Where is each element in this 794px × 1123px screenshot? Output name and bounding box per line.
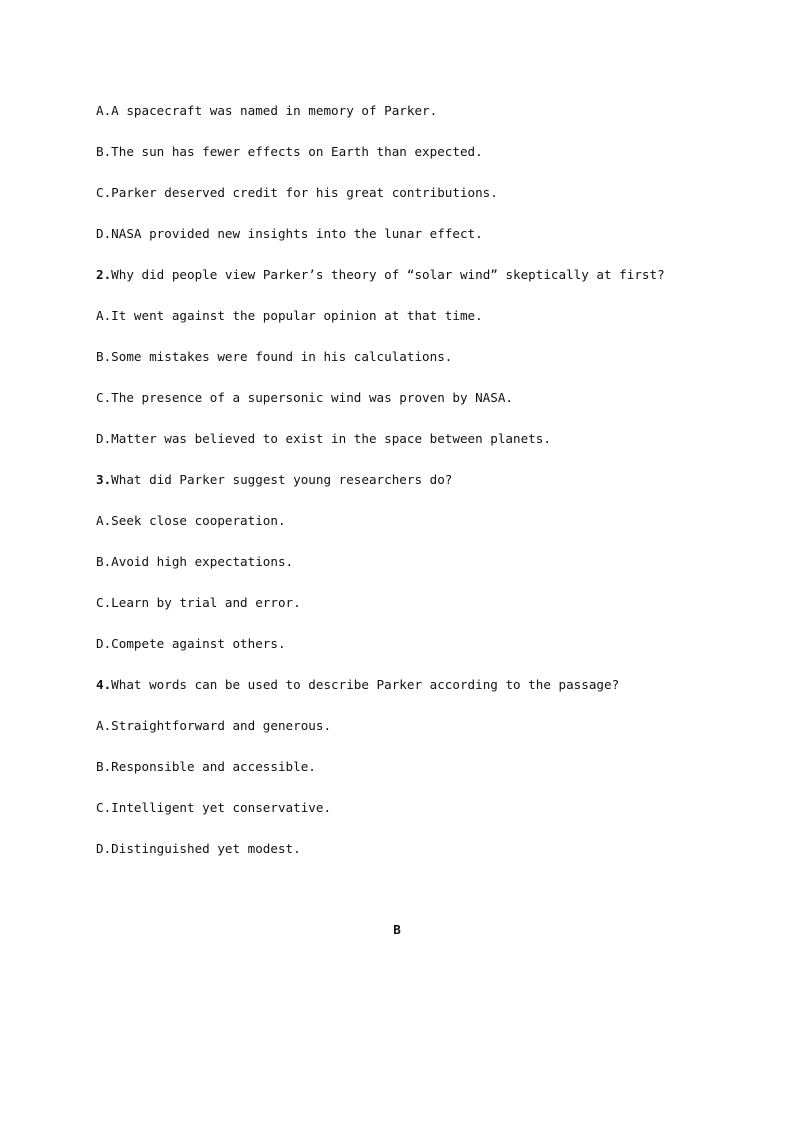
q4-option-d: D.Distinguished yet modest. [96,841,301,856]
q3-option-d: D.Compete against others. [96,636,286,651]
question-3-text: What did Parker suggest young researchers do? [111,472,453,487]
question-3-number: 3. [96,472,112,487]
q4-option-c: C.Intelligent yet conservative. [96,800,332,815]
question-4-text: What words can be used to describe Parker according to the passage? [111,677,620,692]
q2-option-c: C.The presence of a supersonic wind was proven by NASA. [96,390,514,405]
q4-option-a: A.Straightforward and generous. [96,718,332,733]
question-2-number: 2. [96,267,112,282]
q4-option-b: B.Responsible and accessible. [96,759,316,774]
q3-option-c: C.Learn by trial and error. [96,595,301,610]
question-3-stem [96,470,716,511]
q3-option-a: A.Seek close cooperation. [96,513,286,528]
q1-option-a: A.A spacecraft was named in memory of Parker. [96,103,438,118]
question-2-text: Why did people view Parker’s theory of “solar wind” skeptically at first? [111,267,665,282]
q2-option-b: B.Some mistakes were found in his calculations. [96,349,453,364]
q2-option-a: A.It went against the popular opinion at that time. [96,308,483,323]
question-2-stem [96,265,716,306]
q3-option-b: B.Avoid high expectations. [96,554,294,569]
question-4-number: 4. [96,677,112,692]
q1-option-d: D.NASA provided new insights into the lunar effect. [96,226,483,241]
question-list [96,101,716,880]
q1-option-b: B.The sun has fewer effects on Earth than expected. [96,144,483,159]
q1-option-c: C.Parker deserved credit for his great contributions. [96,185,498,200]
q2-option-d: D.Matter was believed to exist in the space between planets. [96,431,551,446]
section-label: B [393,922,401,937]
question-4-stem [96,675,716,716]
